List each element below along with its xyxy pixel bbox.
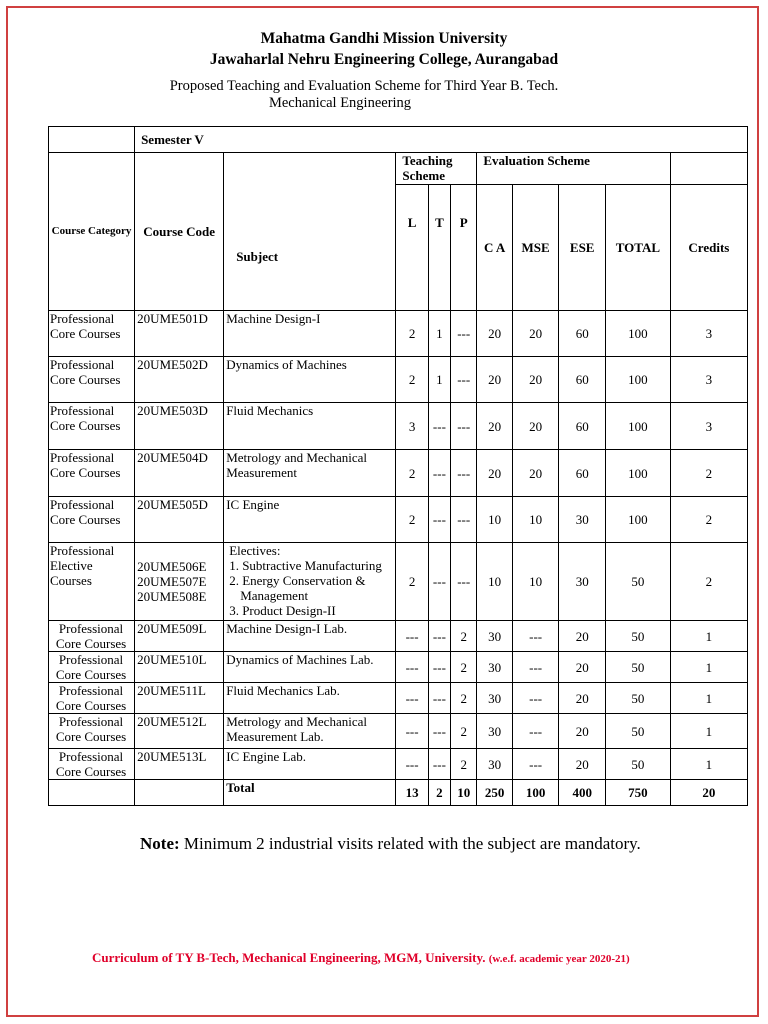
header-ca: C A <box>477 185 512 311</box>
row-credits: 2 <box>670 543 747 621</box>
footer <box>92 950 630 966</box>
row-mse: --- <box>512 621 559 652</box>
footer-wef: (w.e.f. academic year 2020-21) <box>488 953 630 965</box>
department-title: Mechanical Engineering <box>268 95 412 111</box>
row-t: --- <box>428 403 450 450</box>
row-p: 2 <box>451 621 477 652</box>
row-subject: Dynamics of Machines <box>224 357 396 403</box>
row-subject: Fluid Mechanics Lab. <box>224 683 396 714</box>
row-t: 1 <box>428 311 450 357</box>
row-total: 50 <box>605 543 670 621</box>
note-text: Minimum 2 industrial visits related with the subject are mandatory. <box>183 834 641 853</box>
row-ca: 30 <box>477 621 512 652</box>
row-p: 2 <box>451 749 477 780</box>
row-credits: 1 <box>670 683 747 714</box>
row-subject: Machine Design-I Lab. <box>224 621 396 652</box>
row-category: Professional Core Courses <box>49 714 135 749</box>
table-row <box>49 357 748 403</box>
table-row <box>49 450 748 497</box>
total-ese: 400 <box>559 780 606 806</box>
row-category: Professional Core Courses <box>49 749 135 780</box>
table-row <box>49 497 748 543</box>
header-total: TOTAL <box>605 185 670 311</box>
row-code: 20UME509L <box>135 621 224 652</box>
note <box>140 834 641 854</box>
row-code: 20UME506E 20UME507E 20UME508E <box>135 543 224 621</box>
row-p: --- <box>451 497 477 543</box>
header-code: Course Code <box>135 153 224 311</box>
row-subject: Fluid Mechanics <box>224 403 396 450</box>
footer-main: Curriculum of TY B-Tech, Mechanical Engineering, MGM, University. <box>92 950 486 965</box>
row-credits: 1 <box>670 652 747 683</box>
row-subject-electives <box>224 543 396 621</box>
total-p: 10 <box>451 780 477 806</box>
table-row <box>49 749 748 780</box>
row-total: 100 <box>605 403 670 450</box>
row-total: 50 <box>605 749 670 780</box>
row-credits: 1 <box>670 714 747 749</box>
row-code: 20UME512L <box>135 714 224 749</box>
total-t: 2 <box>428 780 450 806</box>
row-ese: 30 <box>559 497 606 543</box>
row-subject: Metrology and Mechanical Measurement Lab. <box>224 714 396 749</box>
row-mse: 20 <box>512 450 559 497</box>
table-row <box>49 311 748 357</box>
row-ca: 20 <box>477 403 512 450</box>
row-ese: 60 <box>559 357 606 403</box>
semester-label: Semester V <box>135 127 748 153</box>
total-label: Total <box>224 780 396 806</box>
header-evaluation: Evaluation Scheme <box>477 153 670 185</box>
row-code: 20UME510L <box>135 652 224 683</box>
row-mse: --- <box>512 652 559 683</box>
row-mse: 20 <box>512 403 559 450</box>
row-credits: 2 <box>670 497 747 543</box>
row-mse: 20 <box>512 311 559 357</box>
note-label: Note: <box>140 834 180 853</box>
row-l: 3 <box>396 403 428 450</box>
row-total: 100 <box>605 450 670 497</box>
row-p: --- <box>451 357 477 403</box>
row-category: Professional Core Courses <box>49 357 135 403</box>
row-l: --- <box>396 749 428 780</box>
header-category: Course Category <box>49 153 135 311</box>
row-l: --- <box>396 621 428 652</box>
college-title: Jawaharlal Nehru Engineering College, Aurangabad <box>209 51 559 68</box>
row-mse: 20 <box>512 357 559 403</box>
row-l: --- <box>396 714 428 749</box>
row-p: --- <box>451 311 477 357</box>
row-code: 20UME503D <box>135 403 224 450</box>
row-ese: 20 <box>559 621 606 652</box>
electives-heading: Electives: <box>229 543 281 558</box>
row-credits: 3 <box>670 357 747 403</box>
row-t: --- <box>428 621 450 652</box>
total-blank <box>49 780 135 806</box>
header-t: T <box>428 185 450 311</box>
total-row <box>49 780 748 806</box>
row-t: --- <box>428 450 450 497</box>
row-ca: 30 <box>477 652 512 683</box>
university-title: Mahatma Gandhi Mission University <box>260 30 508 47</box>
row-l: 2 <box>396 311 428 357</box>
header-teaching: Teaching Scheme <box>396 153 477 185</box>
total-mse: 100 <box>512 780 559 806</box>
table-row <box>49 403 748 450</box>
row-t: --- <box>428 749 450 780</box>
row-ese: 20 <box>559 749 606 780</box>
row-credits: 2 <box>670 450 747 497</box>
row-code: 20UME505D <box>135 497 224 543</box>
row-ese: 60 <box>559 311 606 357</box>
row-p: 2 <box>451 683 477 714</box>
header-p: P <box>451 185 477 311</box>
header-blank <box>49 127 135 153</box>
row-ese: 20 <box>559 652 606 683</box>
row-total: 100 <box>605 357 670 403</box>
row-t: 1 <box>428 357 450 403</box>
row-subject: Dynamics of Machines Lab. <box>224 652 396 683</box>
row-code: 20UME501D <box>135 311 224 357</box>
row-ese: 60 <box>559 450 606 497</box>
total-ca: 250 <box>477 780 512 806</box>
row-ca: 20 <box>477 450 512 497</box>
row-code: 20UME511L <box>135 683 224 714</box>
elective-item: 3. Product Design-II <box>229 603 336 618</box>
header-blank-credits <box>670 153 747 185</box>
row-t: --- <box>428 683 450 714</box>
row-subject: IC Engine Lab. <box>224 749 396 780</box>
table-row <box>49 683 748 714</box>
row-credits: 1 <box>670 749 747 780</box>
row-p: 2 <box>451 652 477 683</box>
total-credits: 20 <box>670 780 747 806</box>
row-t: --- <box>428 652 450 683</box>
scheme-table <box>48 126 748 806</box>
row-category: Professional Core Courses <box>49 683 135 714</box>
row-mse: --- <box>512 714 559 749</box>
row-ese: 20 <box>559 714 606 749</box>
elective-item: 2. Energy Conservation & <box>229 573 366 588</box>
total-total: 750 <box>605 780 670 806</box>
row-ca: 10 <box>477 543 512 621</box>
row-mse: 10 <box>512 497 559 543</box>
row-category: Professional Core Courses <box>49 621 135 652</box>
row-credits: 1 <box>670 621 747 652</box>
row-t: --- <box>428 714 450 749</box>
row-total: 50 <box>605 621 670 652</box>
row-total: 100 <box>605 497 670 543</box>
row-ese: 20 <box>559 683 606 714</box>
row-mse: --- <box>512 683 559 714</box>
row-category: Professional Core Courses <box>49 652 135 683</box>
row-l: 2 <box>396 497 428 543</box>
table-row <box>49 543 748 621</box>
row-p: --- <box>451 450 477 497</box>
row-ese: 30 <box>559 543 606 621</box>
row-l: --- <box>396 652 428 683</box>
row-p: --- <box>451 403 477 450</box>
row-category: Professional Core Courses <box>49 403 135 450</box>
row-category: Professional Core Courses <box>49 450 135 497</box>
row-mse: 10 <box>512 543 559 621</box>
total-blank <box>135 780 224 806</box>
row-code: 20UME502D <box>135 357 224 403</box>
row-subject: IC Engine <box>224 497 396 543</box>
row-t: --- <box>428 543 450 621</box>
row-l: --- <box>396 683 428 714</box>
row-p: 2 <box>451 714 477 749</box>
row-l: 2 <box>396 357 428 403</box>
row-ca: 10 <box>477 497 512 543</box>
row-subject: Metrology and Mechanical Measurement <box>224 450 396 497</box>
row-code: 20UME504D <box>135 450 224 497</box>
row-ese: 60 <box>559 403 606 450</box>
row-l: 2 <box>396 450 428 497</box>
row-ca: 30 <box>477 749 512 780</box>
header-ese: ESE <box>559 185 606 311</box>
table-row <box>49 652 748 683</box>
row-credits: 3 <box>670 403 747 450</box>
elective-item: 1. Subtractive Manufacturing <box>229 558 382 573</box>
row-credits: 3 <box>670 311 747 357</box>
total-l: 13 <box>396 780 428 806</box>
table-row <box>49 621 748 652</box>
table-row <box>49 714 748 749</box>
row-subject: Machine Design-I <box>224 311 396 357</box>
row-category: Professional Core Courses <box>49 497 135 543</box>
elective-item: Management <box>240 588 309 603</box>
row-total: 100 <box>605 311 670 357</box>
row-ca: 30 <box>477 683 512 714</box>
scheme-title: Proposed Teaching and Evaluation Scheme for Third Year B. Tech. <box>169 78 559 94</box>
row-category: Professional Elective Courses <box>49 543 135 621</box>
header-l: L <box>396 185 428 311</box>
header-credits: Credits <box>670 185 747 311</box>
row-total: 50 <box>605 683 670 714</box>
row-ca: 30 <box>477 714 512 749</box>
row-category: Professional Core Courses <box>49 311 135 357</box>
row-t: --- <box>428 497 450 543</box>
row-ca: 20 <box>477 357 512 403</box>
header-mse: MSE <box>512 185 559 311</box>
row-p: --- <box>451 543 477 621</box>
row-total: 50 <box>605 714 670 749</box>
row-total: 50 <box>605 652 670 683</box>
row-code: 20UME513L <box>135 749 224 780</box>
row-ca: 20 <box>477 311 512 357</box>
row-l: 2 <box>396 543 428 621</box>
header-subject: Subject <box>224 153 396 311</box>
row-mse: --- <box>512 749 559 780</box>
